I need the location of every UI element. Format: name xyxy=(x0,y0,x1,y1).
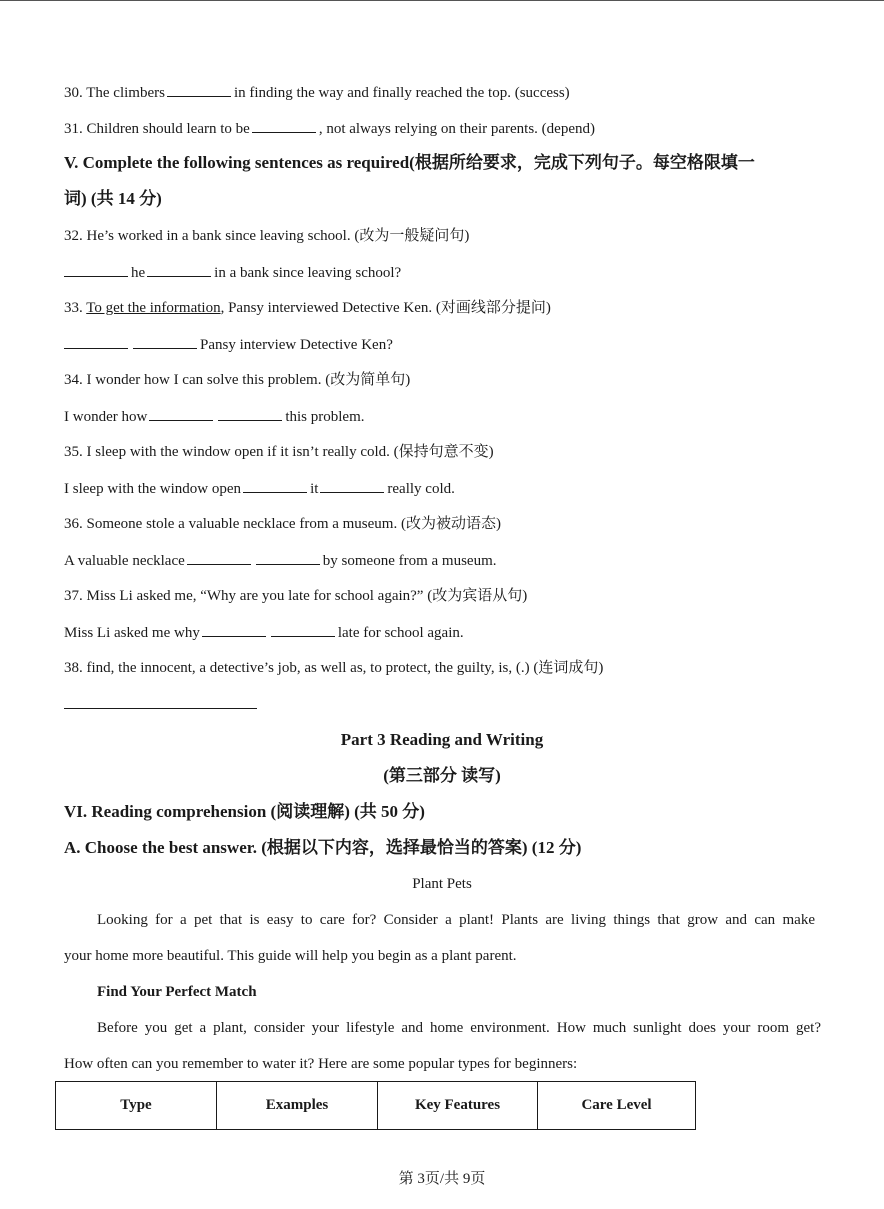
passage-paragraph-2: Before you get a plant, consider your lifestyle and home environment. How much sunlight does your room get? xyxy=(97,1020,821,1036)
passage-title: Plant Pets xyxy=(412,876,472,892)
question-36-prompt: 36. Someone stole a valuable necklace from a museum. (改为被动语态) xyxy=(64,516,501,532)
answer-line[interactable] xyxy=(64,694,257,709)
question-34-answer: I wonder how this problem. xyxy=(64,406,365,427)
answer-blank[interactable] xyxy=(167,82,231,97)
answer-blank[interactable] xyxy=(133,334,197,349)
table-header-row xyxy=(56,1082,696,1130)
passage-paragraph-1-cont: your home more beautiful. This guide will help you begin as a plant parent. xyxy=(64,948,517,964)
section-a-title: A. Choose the best answer. (根据以下内容，选择最恰当的答案) (12 分) xyxy=(64,838,582,857)
answer-blank[interactable] xyxy=(252,118,316,133)
underlined-phrase: To get the information xyxy=(86,300,221,316)
answer-blank[interactable] xyxy=(243,478,307,493)
question-38-prompt: 38. find, the innocent, a detective’s job, as well as, to protect, the guilty, is, (.) (连词成句) xyxy=(64,660,604,676)
answer-blank[interactable] xyxy=(64,334,128,349)
question-32-answer: he in a bank since leaving school? xyxy=(64,262,401,283)
plant-types-table xyxy=(55,1081,696,1130)
answer-blank[interactable] xyxy=(320,478,384,493)
question-36-answer: A valuable necklace by someone from a museum. xyxy=(64,550,497,571)
section-6-title: VI. Reading comprehension (阅读理解) (共 50 分) xyxy=(64,802,425,821)
question-34-prompt: 34. I wonder how I can solve this problem. (改为简单句) xyxy=(64,372,411,388)
question-33-prompt: 33. To get the information, Pansy interviewed Detective Ken. (对画线部分提问) xyxy=(64,300,551,316)
passage-paragraph-2-cont: How often can you remember to water it? Here are some popular types for beginners: xyxy=(64,1056,578,1072)
question-37-answer: Miss Li asked me why late for school again. xyxy=(64,622,464,643)
table-header-cell: Type xyxy=(56,1082,217,1130)
section-5-title: V. Complete the following sentences as required(根据所给要求，完成下列句子。每空格限填一 xyxy=(64,153,755,172)
part-3-title: Part 3 Reading and Writing xyxy=(340,730,544,749)
answer-blank[interactable] xyxy=(147,262,211,277)
table-header-cell: Examples xyxy=(217,1082,378,1130)
answer-blank[interactable] xyxy=(187,550,251,565)
passage-subheading: Find Your Perfect Match xyxy=(97,984,257,1000)
question-32-prompt: 32. He’s worked in a bank since leaving school. (改为一般疑问句) xyxy=(64,228,470,244)
answer-blank[interactable] xyxy=(64,262,128,277)
top-border-line xyxy=(0,0,884,1)
table-header-cell: Care Level xyxy=(538,1082,696,1130)
page-number: 第 3页/共 9页 xyxy=(398,1171,486,1187)
answer-blank[interactable] xyxy=(271,622,335,637)
question-38-answer xyxy=(64,694,260,715)
answer-blank[interactable] xyxy=(256,550,320,565)
part-3-subtitle: (第三部分 读写) xyxy=(383,766,501,785)
question-35-prompt: 35. I sleep with the window open if it isn’t really cold. (保持句意不变) xyxy=(64,444,494,460)
question-35-answer: I sleep with the window open it really cold. xyxy=(64,478,455,499)
answer-blank[interactable] xyxy=(218,406,282,421)
question-37-prompt: 37. Miss Li asked me, “Why are you late for school again?” (改为宾语从句) xyxy=(64,588,528,604)
question-31: 31. Children should learn to be , not always relying on their parents. (depend) xyxy=(64,118,595,139)
passage-paragraph-1: Looking for a pet that is easy to care for? Consider a plant! Plants are living things that grow and can make xyxy=(97,912,815,928)
answer-blank[interactable] xyxy=(202,622,266,637)
section-5-title-cont: 词) (共 14 分) xyxy=(64,189,162,208)
answer-blank[interactable] xyxy=(149,406,213,421)
question-33-answer: Pansy interview Detective Ken? xyxy=(64,334,393,355)
question-30: 30. The climbers in finding the way and finally reached the top. (success) xyxy=(64,82,570,103)
table-header-cell: Key Features xyxy=(378,1082,538,1130)
